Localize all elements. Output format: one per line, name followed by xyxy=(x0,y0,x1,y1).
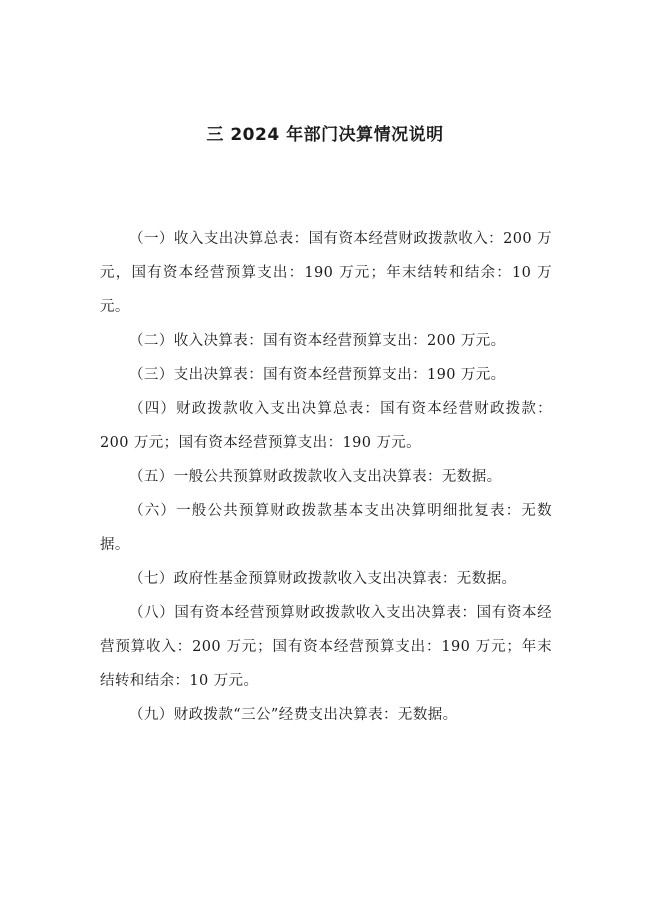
paragraph-6: （六）一般公共预算财政拨款基本支出决算明细批复表：无数据。 xyxy=(100,503,552,553)
paragraph-4: （四）财政拨款收入支出决算总表：国有资本经营财政拨款：200 万元；国有资本经营预算支出：190 万元。 xyxy=(100,401,552,451)
paragraph-1: （一）收入支出决算总表：国有资本经营财政拨款收入：200 万元，国有资本经营预算支出：190 万元；年末结转和结余：10 万元。 xyxy=(100,231,552,315)
paragraph-5: （五）一般公共预算财政拨款收入支出决算表：无数据。 xyxy=(129,469,502,485)
paragraph-9: （九）财政拨款“三公”经费支出决算表：无数据。 xyxy=(129,707,458,723)
document-body xyxy=(100,222,552,732)
paragraph-3: （三）支出决算表：国有资本经营预算支出：190 万元。 xyxy=(129,367,506,383)
document-title: 三 2024 年部门决算情况说明 xyxy=(206,125,444,145)
paragraph-8: （八）国有资本经营预算财政拨款收入支出决算表：国有资本经营预算收入：200 万元；国有资本经营预算支出：190 万元；年末结转和结余：10 万元。 xyxy=(100,605,552,689)
paragraph-7: （七）政府性基金预算财政拨款收入支出决算表：无数据。 xyxy=(129,571,517,587)
paragraph-2: （二）收入决算表：国有资本经营预算支出：200 万元。 xyxy=(129,333,506,349)
